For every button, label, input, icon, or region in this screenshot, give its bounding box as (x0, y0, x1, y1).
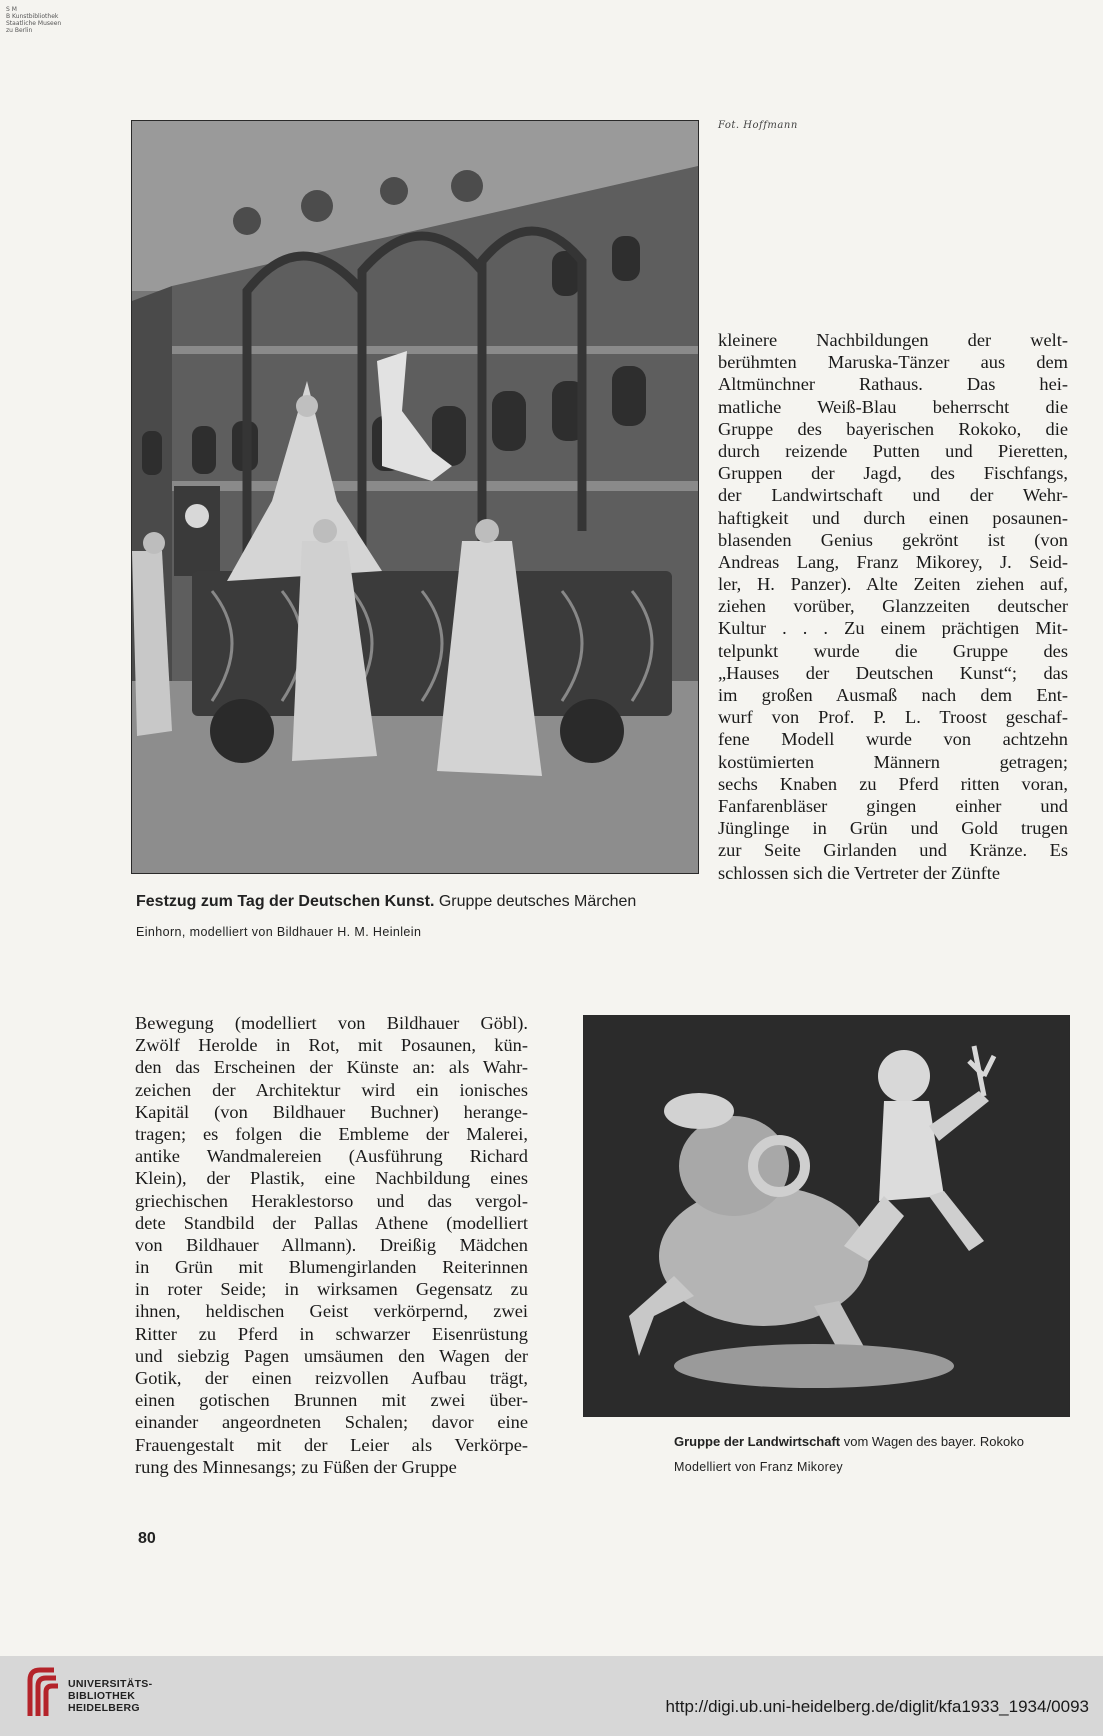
stamp-line: B Kunstbibliothek (6, 13, 59, 20)
text-line: kleinere Nachbildungen der welt- (718, 330, 1068, 350)
text-line: in Grün mit Blumengirlanden Reiterinnen (135, 1257, 528, 1278)
text-line: ihnen, heldischen Geist verkörpernd, zwei (135, 1301, 528, 1322)
right-text-column (718, 329, 1068, 884)
library-name (68, 1678, 152, 1714)
text-line: Gruppen der Jagd, des Fischfangs, (718, 463, 1068, 484)
text-line: ziehen vorüber, Glanzzeiten deutscher (718, 596, 1068, 617)
text-line: griechischen Heraklestorso und das vergol- (135, 1190, 528, 1211)
photo1-caption (136, 893, 636, 911)
text-line: im großen Ausmaß nach dem Ent- (718, 685, 1068, 705)
text-line: kostümierten Männern getragen; (718, 751, 1068, 772)
ram-sculpture-photo (583, 1015, 1070, 1417)
text-line: zur Seite Girlanden und Kränze. Es (718, 840, 1068, 861)
text-line: Bewegung (modelliert von Bildhauer Göbl). (135, 1013, 528, 1033)
text-line: rung des Minnesangs; zu Füßen der Gruppe (135, 1456, 457, 1477)
photo2-caption-subtitle: vom Wagen des bayer. Rokoko (840, 1434, 1024, 1449)
text-line: Jünglinge in Grün und Gold trugen (718, 818, 1068, 839)
text-line: telpunkt wurde die Gruppe des (718, 640, 1068, 661)
text-line: zeichen der Architektur wird ein ionisches (135, 1079, 528, 1100)
text-line: tragen; es folgen die Embleme der Malerei, (135, 1123, 528, 1144)
text-line: Zwölf Herolde in Rot, mit Posaunen, kün- (135, 1035, 528, 1056)
footer-bar (0, 1656, 1103, 1736)
text-line: matliche Weiß-Blau beherrscht die (718, 396, 1068, 417)
text-line: in roter Seide; in wirksamen Gegensatz zu (135, 1279, 528, 1300)
photo1-caption-credit: Einhorn, modelliert von Bildhauer H. M. Heinlein (136, 925, 422, 939)
stamp-line: Staatliche Museen (6, 20, 62, 27)
footer-url-link[interactable]: http://digi.ub.uni-heidelberg.de/diglit/kfa1933_1934/0093 (665, 1697, 1089, 1716)
parade-float-image (132, 121, 698, 873)
text-line: durch reizende Putten und Pieretten, (718, 440, 1068, 461)
photo1-caption-title: Festzug zum Tag der Deutschen Kunst. (136, 893, 435, 910)
text-line: blasenden Genius gekrönt ist (von (718, 529, 1068, 550)
library-stamp (6, 6, 61, 34)
text-line: wurf von Prof. P. L. Troost geschaf- (718, 707, 1068, 728)
library-name-line: HEIDELBERG (68, 1702, 140, 1714)
text-line: Andreas Lang, Franz Mikorey, J. Seid- (718, 551, 1068, 572)
left-text-column (135, 1012, 528, 1478)
parade-float-photo (131, 120, 699, 874)
text-line: Ritter zu Pferd in schwarzer Eisenrüstung (135, 1323, 528, 1344)
text-line: schlossen sich die Vertreter der Zünfte (718, 862, 1001, 883)
text-line: Klein), der Plastik, eine Nachbildung eines (135, 1168, 528, 1189)
text-line: Altmünchner Rathaus. Das hei- (718, 374, 1068, 395)
text-line: den das Erscheinen der Künste an: als Wahr- (135, 1057, 528, 1078)
photo2-caption (674, 1434, 1024, 1449)
text-line: fene Modell wurde von achtzehn (718, 729, 1068, 750)
university-library-logo-icon (22, 1666, 62, 1720)
library-name-line: UNIVERSITÄTS- (68, 1678, 153, 1690)
text-line: einen gotischen Brunnen mit zwei über- (135, 1390, 528, 1411)
text-line: „Hauses der Deutschen Kunst“; das (718, 662, 1068, 683)
photo2-caption-title: Gruppe der Landwirtschaft (674, 1434, 841, 1449)
text-line: Kapitäl (von Bildhauer Buchner) herange- (135, 1101, 528, 1122)
text-line: einander angeordneten Schalen; davor eine (135, 1412, 528, 1433)
text-line: Fanfarenbläser gingen einher und (718, 795, 1068, 816)
text-line: Gruppe des bayerischen Rokoko, die (718, 418, 1068, 439)
text-line: ler, H. Panzer). Alte Zeiten ziehen auf, (718, 574, 1068, 595)
page-number: 80 (138, 1530, 156, 1547)
stamp-line: S M (6, 6, 17, 13)
text-line: dete Standbild der Pallas Athene (modelliert (135, 1212, 528, 1233)
text-line: Gotik, der einen reizvollen Aufbau trägt, (135, 1368, 528, 1388)
stamp-line: zu Berlin (6, 27, 33, 34)
text-line: antike Wandmalereien (Ausführung Richard (135, 1146, 528, 1167)
text-line: der Landwirtschaft und der Wehr- (718, 485, 1068, 506)
text-line: berühmten Maruska-Tänzer aus dem (718, 352, 1068, 373)
ram-sculpture-image (584, 1016, 1069, 1416)
text-line: Kultur . . . Zu einem prächtigen Mit- (718, 618, 1068, 639)
photo1-caption-subtitle: Gruppe deutsches Märchen (434, 893, 637, 910)
photo-credit: Fot. Hoffmann (718, 120, 798, 131)
text-line: sechs Knaben zu Pferd ritten voran, (718, 773, 1068, 794)
text-line: von Bildhauer Allmann). Dreißig Mädchen (135, 1234, 528, 1255)
text-line: haftigkeit und durch einen posaunen- (718, 507, 1068, 528)
photo2-caption-credit: Modelliert von Franz Mikorey (674, 1460, 843, 1474)
text-line: und siebzig Pagen umsäumen den Wagen der (135, 1345, 528, 1366)
text-line: Frauengestalt mit der Leier als Verkörpe- (135, 1434, 528, 1455)
library-name-line: BIBLIOTHEK (68, 1690, 136, 1702)
